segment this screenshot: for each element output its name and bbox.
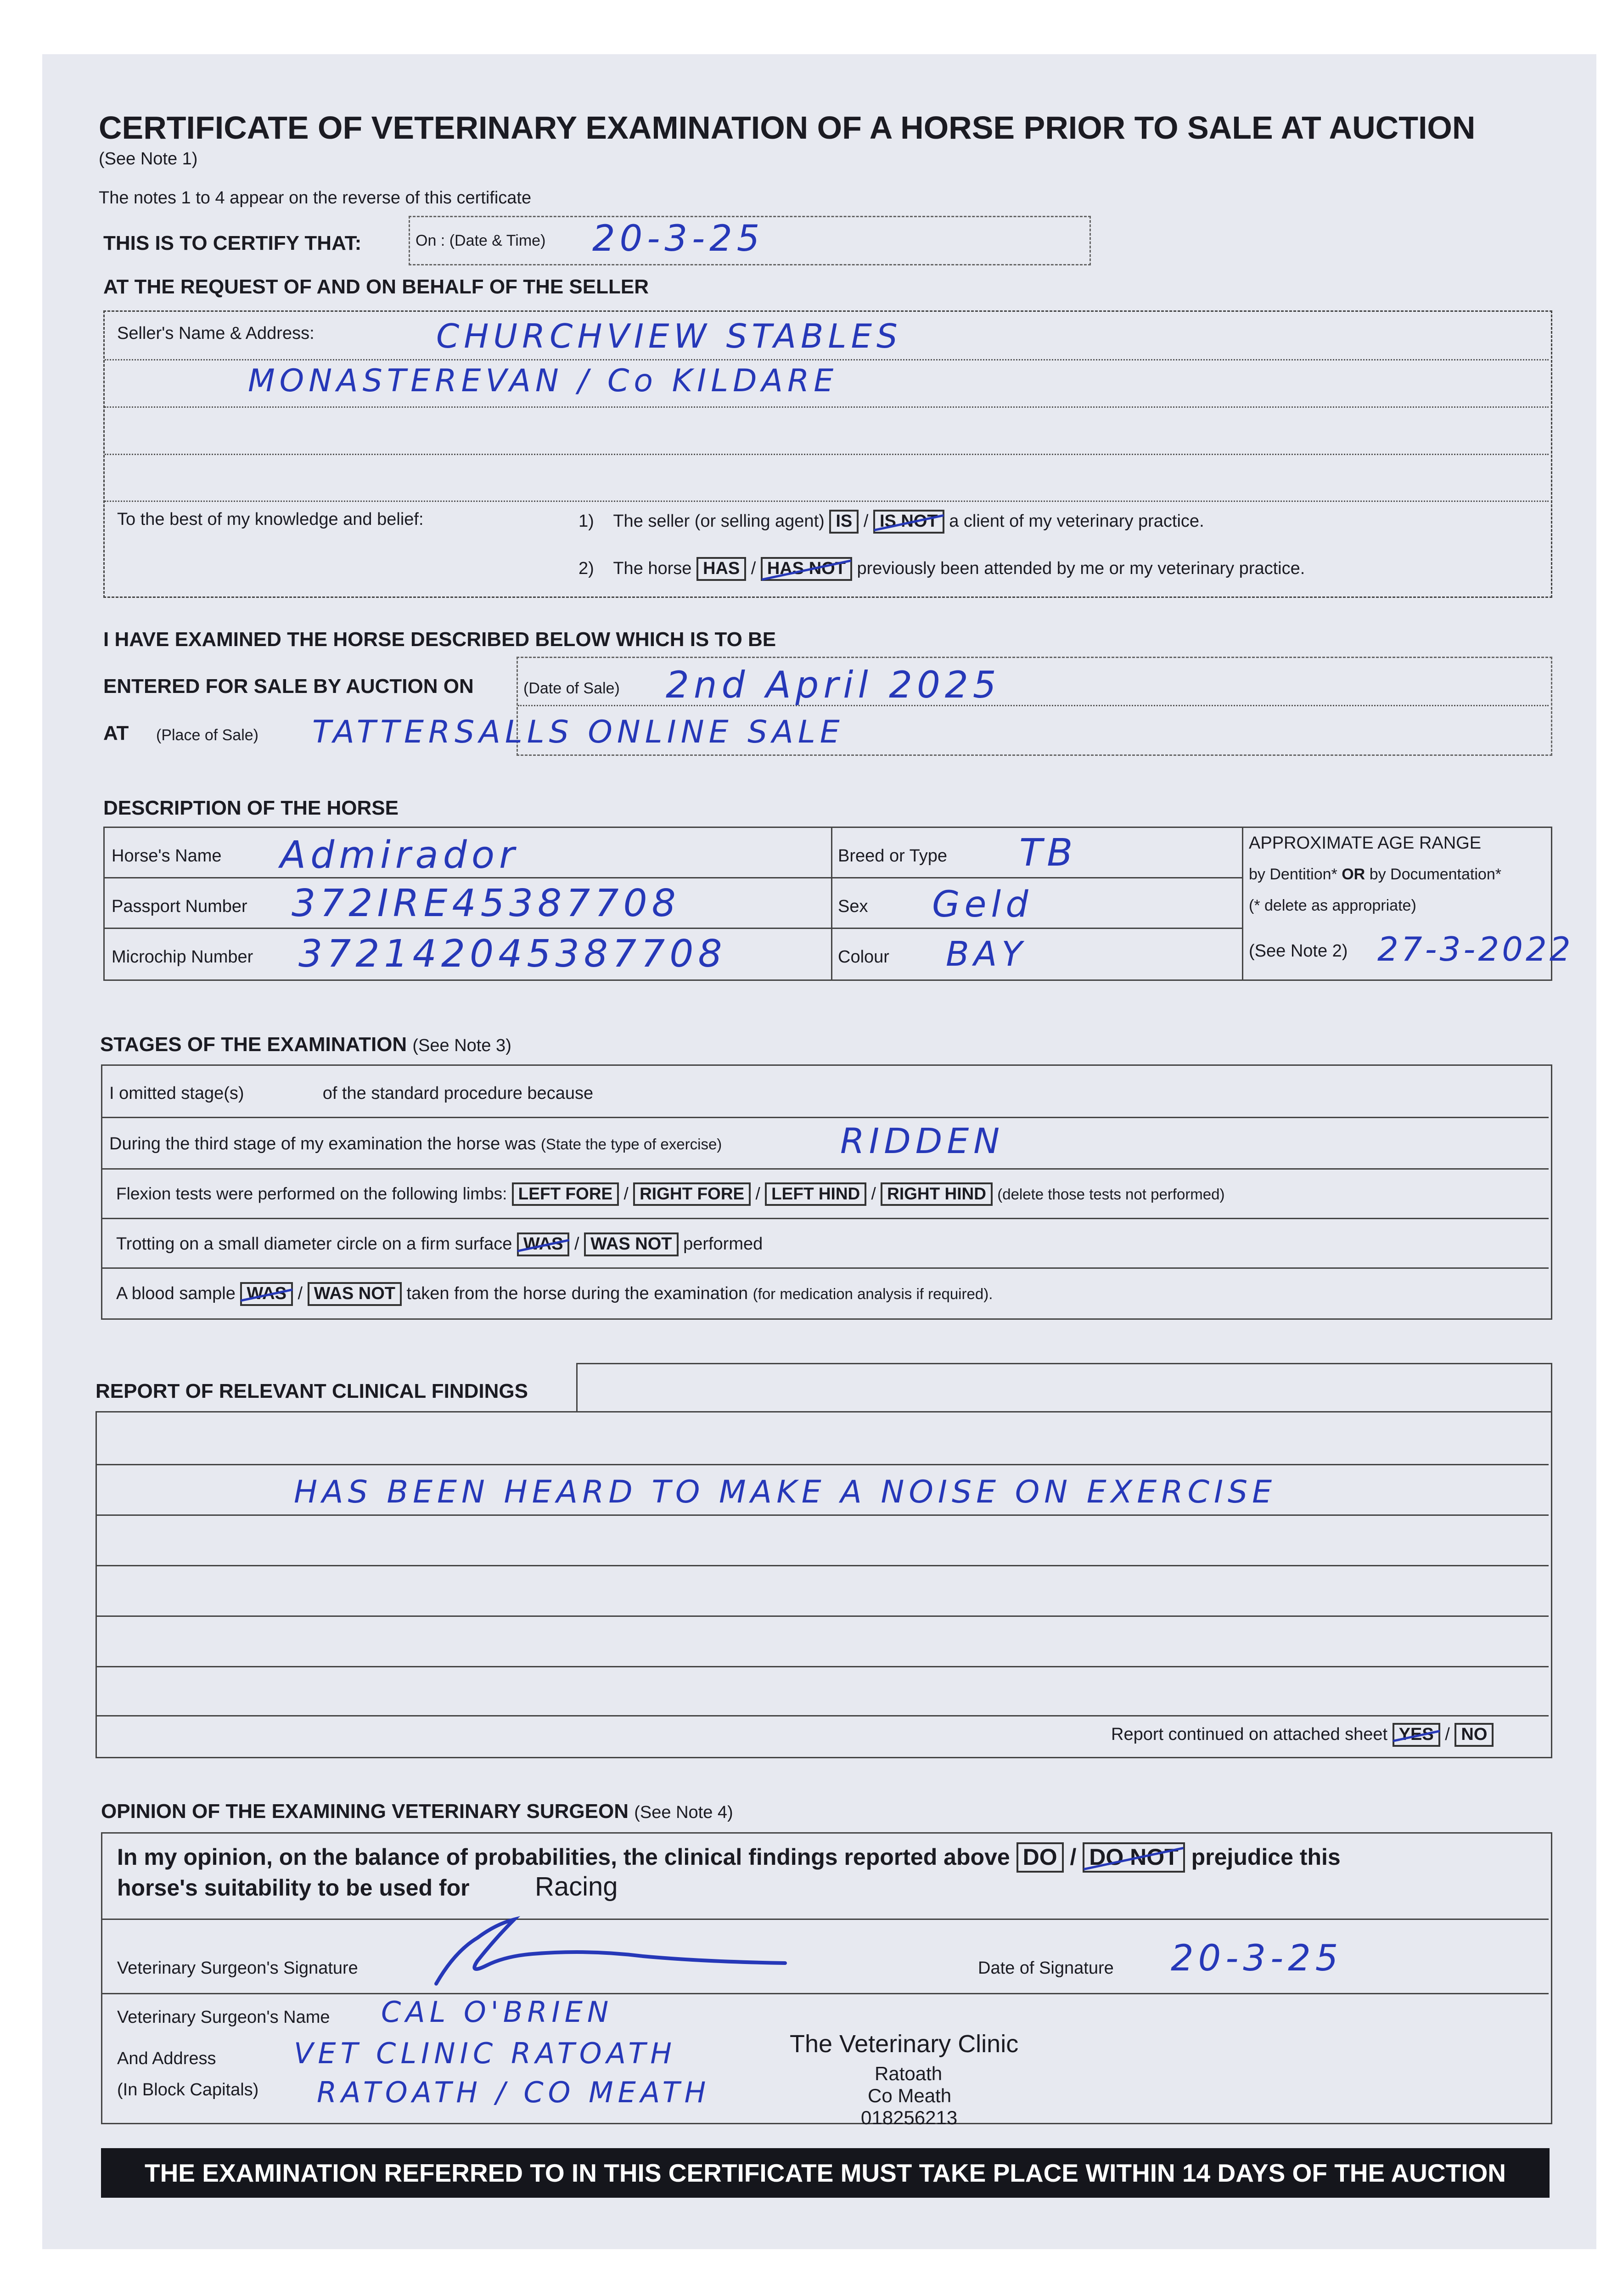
q1-text: The seller (or selling agent) — [613, 512, 825, 531]
vet-name-value[interactable]: CAL O'BRIEN — [381, 1995, 613, 2029]
report-continued-label: Report continued on attached sheet — [1111, 1725, 1388, 1744]
report-line-1 — [97, 1464, 1549, 1465]
footer-banner-text: THE EXAMINATION REFERRED TO IN THIS CERTIFICATE MUST TAKE PLACE WITHIN 14 DAYS OF THE AUCTION — [144, 2159, 1506, 2187]
opinion-divider-2 — [102, 1993, 1549, 1994]
certificate-title: CERTIFICATE OF VETERINARY EXAMINATION OF A HORSE PRIOR TO SALE AT AUCTION — [99, 110, 1476, 146]
stamp-title: The Veterinary Clinic — [790, 2030, 1019, 2058]
blood-label: A blood sample — [116, 1284, 236, 1303]
age-see-note: (See Note 2) — [1249, 941, 1348, 961]
q2-row — [578, 557, 1305, 581]
report-option-no[interactable]: NO — [1455, 1723, 1494, 1747]
stages-title-row — [100, 1033, 511, 1056]
on-date-label: On : (Date & Time) — [416, 232, 546, 249]
horse-col-divider-1 — [831, 827, 832, 979]
stamp-line-1: Ratoath — [875, 2063, 943, 2084]
flexion-label: Flexion tests were performed on the following limbs: — [116, 1184, 507, 1203]
report-option-yes[interactable]: YES — [1393, 1723, 1440, 1747]
sex-value[interactable]: Geld — [932, 884, 1033, 925]
stages-divider-4 — [102, 1267, 1549, 1269]
age-method-row — [1249, 866, 1501, 884]
q1-option-is[interactable]: IS — [829, 510, 859, 534]
opinion-text-a: In my opinion, on the balance of probabilities, the clinical findings reported above — [117, 1844, 1010, 1870]
third-stage-value[interactable]: RIDDEN — [840, 1120, 1005, 1161]
opinion-option-do[interactable]: DO — [1016, 1842, 1064, 1873]
opinion-text-c: horse's suitability to be used for — [117, 1875, 470, 1901]
date-of-sale-value[interactable]: 2nd April 2025 — [666, 664, 1001, 706]
entered-label: ENTERED FOR SALE BY AUCTION ON — [103, 675, 474, 698]
opinion-option-do-not[interactable]: DO NOT — [1083, 1842, 1185, 1873]
seller-line-1[interactable]: CHURCHVIEW STABLES — [436, 317, 902, 355]
breed-label: Breed or Type — [838, 846, 948, 866]
limb-right-fore[interactable]: RIGHT FORE — [633, 1182, 751, 1206]
sex-label: Sex — [838, 897, 868, 916]
flexion-row: Flexion tests were performed on the following limbs: LEFT FORE / RIGHT FORE / LEFT HIND / RIGHT HIND (delete those tests not performed) — [116, 1182, 1225, 1206]
vet-address-line-1[interactable]: VET CLINIC RATOATH — [294, 2037, 676, 2070]
seller-divider-2 — [105, 406, 1549, 408]
seller-line-2[interactable]: MONASTEREVAN / Co KILDARE — [248, 363, 838, 399]
colour-value[interactable]: BAY — [946, 934, 1027, 974]
blood-row: A blood sample WAS / WAS NOT taken from the horse during the examination (for medication analysis if required). — [116, 1282, 993, 1306]
stages-divider-1 — [102, 1117, 1549, 1118]
horse-name-label: Horse's Name — [112, 846, 222, 866]
q2-end: previously been attended by me or my veterinary practice. — [857, 559, 1305, 578]
limb-right-hind[interactable]: RIGHT HIND — [881, 1182, 993, 1206]
horse-row-divider-1 — [105, 877, 1242, 878]
blood-option-was[interactable]: WAS — [240, 1282, 293, 1306]
colour-label: Colour — [838, 947, 889, 967]
at-label: AT — [103, 722, 129, 744]
age-or: OR — [1342, 866, 1365, 883]
opinion-title: OPINION OF THE EXAMINING VETERINARY SURGEON — [101, 1800, 629, 1823]
horse-name-value[interactable]: Admirador — [280, 833, 519, 877]
opinion-title-row — [101, 1800, 733, 1823]
q2-slash: / — [751, 559, 756, 578]
opinion-text-b: prejudice this — [1191, 1844, 1341, 1870]
stages-title: STAGES OF THE EXAMINATION — [100, 1033, 407, 1056]
q2-option-has-not[interactable]: HAS NOT — [761, 557, 852, 581]
q2-num: 2) — [578, 559, 594, 578]
horse-col-divider-2 — [1242, 827, 1243, 979]
q1-row — [578, 510, 1204, 534]
horse-section-title: DESCRIPTION OF THE HORSE — [103, 797, 399, 819]
stages-divider-3 — [102, 1218, 1549, 1219]
microchip-label: Microchip Number — [112, 947, 253, 967]
report-title: REPORT OF RELEVANT CLINICAL FINDINGS — [95, 1380, 528, 1402]
stamp-line-3: 018256213 — [861, 2107, 958, 2128]
trotting-end: performed — [683, 1234, 763, 1254]
notes-line: The notes 1 to 4 appear on the reverse of this certificate — [99, 188, 532, 208]
age-delete-note: (* delete as appropriate) — [1249, 897, 1416, 914]
see-note-1: (See Note 1) — [99, 149, 198, 169]
stages-title-note: (See Note 3) — [412, 1036, 511, 1055]
trotting-label: Trotting on a small diameter circle on a firm surface — [116, 1234, 512, 1254]
trot-option-was[interactable]: WAS — [517, 1232, 570, 1256]
q1-num: 1) — [578, 512, 594, 531]
report-line-3 — [97, 1565, 1549, 1566]
report-line-4 — [97, 1615, 1549, 1617]
horse-row-divider-2 — [105, 928, 1242, 929]
opinion-text-row: In my opinion, on the balance of probabilities, the clinical findings reported above DO / DO NOT prejudice this — [117, 1842, 1341, 1873]
omitted-label-b: of the standard procedure because — [322, 1084, 594, 1103]
seller-divider-3 — [105, 454, 1549, 455]
opinion-title-note: (See Note 4) — [634, 1803, 733, 1822]
passport-label: Passport Number — [112, 897, 247, 916]
examined-label: I HAVE EXAMINED THE HORSE DESCRIBED BELOW WHICH IS TO BE — [103, 628, 776, 651]
omitted-row — [109, 1084, 593, 1103]
blood-note: (for medication analysis if required). — [753, 1285, 993, 1302]
limb-left-hind[interactable]: LEFT HIND — [765, 1182, 866, 1206]
vet-address-label-a: And Address — [117, 2049, 216, 2068]
third-stage-row — [109, 1134, 722, 1154]
q1-option-is-not[interactable]: IS NOT — [873, 510, 944, 534]
q2-option-has[interactable]: HAS — [696, 557, 746, 581]
report-line-2 — [97, 1514, 1549, 1516]
report-line-6 — [97, 1715, 1549, 1716]
report-box — [95, 1411, 1552, 1758]
report-finding[interactable]: HAS BEEN HEARD TO MAKE A NOISE ON EXERCISE — [294, 1474, 1277, 1510]
certify-label: THIS IS TO CERTIFY THAT: — [103, 232, 362, 254]
microchip-value[interactable]: 372142045387708 — [298, 932, 727, 976]
report-line-5 — [97, 1666, 1549, 1667]
q1-end: a client of my veterinary practice. — [949, 512, 1204, 531]
vet-signature — [427, 1910, 803, 1991]
date-of-signature-value[interactable]: 20-3-25 — [1171, 1938, 1343, 1979]
age-title: APPROXIMATE AGE RANGE — [1249, 833, 1482, 853]
opinion-use-value[interactable]: Racing — [535, 1872, 618, 1902]
date-of-sale-label: (Date of Sale) — [523, 680, 620, 697]
seller-divider-4 — [105, 501, 1549, 502]
stages-divider-2 — [102, 1168, 1549, 1170]
limb-left-fore[interactable]: LEFT FORE — [512, 1182, 619, 1206]
blood-option-was-not[interactable]: WAS NOT — [308, 1282, 402, 1306]
seller-divider-1 — [105, 359, 1549, 360]
belief-label: To the best of my knowledge and belief: — [117, 510, 424, 529]
third-stage-note: (State the type of exercise) — [540, 1136, 722, 1153]
report-title-box — [576, 1363, 1552, 1412]
age-by-documentation[interactable]: by Documentation* — [1369, 866, 1501, 883]
opinion-divider-1 — [102, 1919, 1549, 1920]
omitted-label-a: I omitted stage(s) — [109, 1084, 244, 1103]
third-stage-label: During the third stage of my examination the horse was — [109, 1134, 536, 1154]
place-of-sale-label: (Place of Sale) — [156, 726, 258, 744]
q2-text: The horse — [613, 559, 692, 578]
breed-value[interactable]: TB — [1019, 831, 1078, 875]
vet-address-label-b: (In Block Capitals) — [117, 2080, 259, 2099]
place-of-sale-value[interactable]: TATTERSALLS ONLINE SALE — [312, 714, 844, 750]
age-value[interactable]: 27-3-2022 — [1377, 930, 1573, 968]
trot-option-was-not[interactable]: WAS NOT — [584, 1232, 678, 1256]
date-of-signature-label: Date of Signature — [978, 1958, 1114, 1978]
request-label: AT THE REQUEST OF AND ON BEHALF OF THE SELLER — [103, 276, 649, 298]
q1-slash: / — [863, 512, 869, 531]
trotting-row: Trotting on a small diameter circle on a firm surface WAS / WAS NOT performed — [116, 1232, 763, 1256]
age-by-dentition[interactable]: by Dentition* — [1249, 866, 1337, 883]
seller-name-label: Seller's Name & Address: — [117, 324, 314, 343]
report-continued-row: Report continued on attached sheet YES / NO — [1111, 1723, 1494, 1747]
on-date-value[interactable]: 20-3-25 — [592, 218, 764, 259]
blood-end: taken from the horse during the examination — [406, 1284, 748, 1303]
passport-value[interactable]: 372IRE45387708 — [292, 882, 680, 925]
vet-name-label: Veterinary Surgeon's Name — [117, 2008, 330, 2027]
vet-address-line-2[interactable]: RATOATH / CO MEATH — [317, 2076, 711, 2109]
stamp-line-2: Co Meath — [868, 2085, 952, 2106]
flexion-note: (delete those tests not performed) — [997, 1186, 1225, 1203]
signature-label: Veterinary Surgeon's Signature — [117, 1958, 358, 1978]
